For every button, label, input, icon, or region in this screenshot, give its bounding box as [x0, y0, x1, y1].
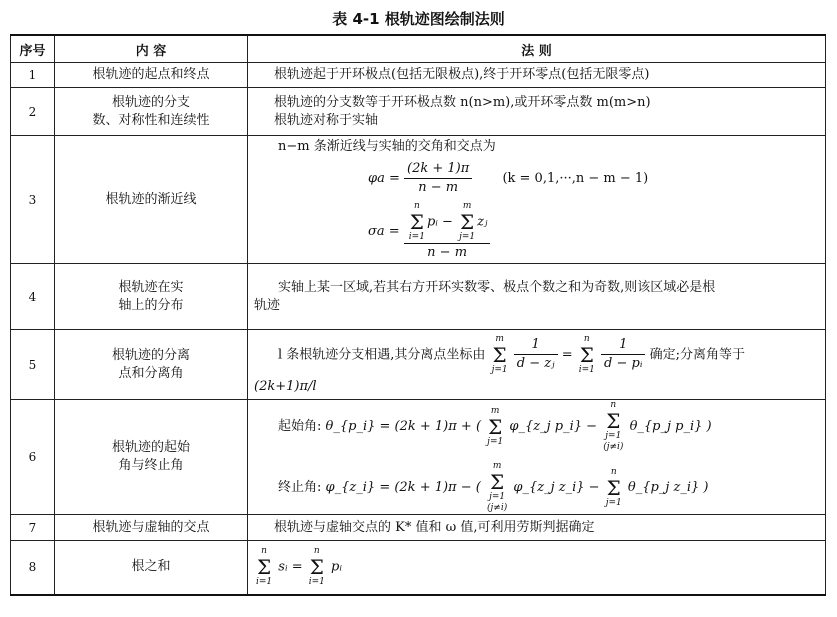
sigma-lhs: σa =: [368, 223, 400, 239]
row-number: 1: [11, 63, 55, 88]
row-number: 4: [11, 264, 55, 330]
asymptote-intro: n−m 条渐近线与实轴的交角和交点为: [278, 138, 496, 154]
row-content: [55, 400, 248, 515]
content-line-2: 轴上的分布: [118, 297, 184, 313]
table-row: [11, 515, 826, 541]
row-content: 根轨迹的起点和终点: [55, 63, 248, 88]
phi-denominator: n − m: [418, 179, 459, 195]
row-rule: [248, 400, 826, 515]
start-angle-lhs: θ_{p_i} = (2k + 1)π + (: [325, 419, 482, 434]
root-sum-formula: n Σ i=1 sᵢ = n Σ i=1 pᵢ: [248, 541, 826, 595]
row-rule: [248, 136, 826, 264]
rule-line-2: (2k+1)π/l: [254, 378, 317, 394]
row-rule: 根轨迹与虚轴交点的 K* 值和 ω 值,可利用劳斯判据确定: [248, 515, 826, 541]
end-angle-label: 终止角:: [278, 480, 322, 495]
row-rule: [248, 330, 826, 400]
table-row: [11, 63, 826, 88]
row-content: 根之和: [55, 541, 248, 595]
row-content: 根轨迹与虚轴的交点: [55, 515, 248, 541]
table-row: [11, 400, 826, 515]
equals-sign: =: [561, 347, 573, 362]
rule-line-1: 实轴上某一区域,若其右方开环实数零、极点个数之和为奇数,则该区域必是根: [278, 279, 716, 295]
sum-symbol: m Σ j=1 (j≠i): [486, 461, 508, 513]
rule-line-2: 轨迹: [254, 297, 281, 313]
rule-pre: l 条根轨迹分支相遇,其分离点坐标由: [278, 347, 486, 362]
content-line-1: 根轨迹的起始: [111, 440, 190, 455]
content-line-1: 根轨迹在实: [118, 279, 184, 295]
sum-symbol: n Σ i=1: [256, 546, 273, 588]
sum-symbol: n Σ j=1: [605, 466, 622, 508]
content-line-2: 点和分离角: [118, 365, 184, 381]
header-content: 内 容: [55, 35, 248, 63]
sum-symbol: n Σ i=1: [408, 200, 425, 242]
rule-line-2: 根轨迹对称于实轴: [274, 112, 379, 128]
end-angle-lhs: φ_{z_i} = (2k + 1)π − (: [325, 480, 481, 495]
header-num: 序号: [11, 35, 55, 63]
fraction-zero: $\frac{1}{\text{d − zⱼ}}$: [514, 336, 558, 373]
table-row: [11, 264, 826, 330]
row-rule: [248, 88, 826, 136]
content-line-2: 角与终止角: [118, 458, 184, 473]
sigma-formula: [278, 201, 819, 262]
table-row: [11, 541, 826, 595]
sum-symbol: n Σ i=1: [578, 333, 595, 375]
header-rule: 法 则: [248, 35, 826, 63]
table-row: [11, 330, 826, 400]
table-row: [11, 136, 826, 264]
sum-symbol: m Σ j=1: [487, 405, 504, 447]
sum-symbol: m Σ j=1: [491, 333, 508, 375]
row-content: [55, 330, 248, 400]
phi-formula: [278, 160, 819, 197]
sum-symbol: n Σ i=1: [308, 546, 325, 588]
content-line-1: 根轨迹的分支: [111, 94, 190, 110]
phi-lhs: φa =: [368, 170, 400, 186]
table-row: [11, 88, 826, 136]
sum-symbol: m Σ j=1: [459, 200, 476, 242]
row-content: 根轨迹的渐近线: [55, 136, 248, 264]
content-line-1: 根轨迹的分离: [111, 347, 190, 363]
sigma-fraction: [404, 201, 491, 262]
breakaway-formula: [254, 334, 819, 376]
row-content: [55, 88, 248, 136]
row-number: 3: [11, 136, 55, 264]
start-angle-label: 起始角:: [278, 419, 322, 434]
row-rule: 根轨迹起于开环极点(包括无限极点),终于开环零点(包括无限零点): [248, 63, 826, 88]
row-number: 5: [11, 330, 55, 400]
phi-fraction: [404, 160, 472, 197]
row-number: 7: [11, 515, 55, 541]
phi-condition: (k = 0,1,···,n − m − 1): [502, 170, 649, 186]
row-number: 2: [11, 88, 55, 136]
start-angle-formula: 起始角: θ_{p_i} = (2k + 1)π + ( m Σ j=1 φ_{z_j p_i} − n Σ j=1 (j≠i) θ_{p_j p_i} ): [278, 400, 712, 452]
rules-table: [10, 34, 826, 596]
content-line-2: 数、对称性和连续性: [92, 112, 210, 128]
rule-line-1: 根轨迹的分支数等于开环极点数 n(n>m),或开环零点数 m(m>n): [274, 94, 651, 110]
sigma-denominator: n − m: [427, 244, 468, 260]
table-caption: 表 4-1 根轨迹图绘制法则: [332, 10, 505, 28]
row-number: 8: [11, 541, 55, 595]
header-row: [11, 35, 826, 63]
rule-post: 确定;分离角等于: [649, 347, 745, 362]
row-number: 6: [11, 400, 55, 515]
row-rule: [248, 264, 826, 330]
phi-numerator: (2k + 1)π: [404, 160, 472, 179]
row-content: [55, 264, 248, 330]
end-angle-formula: 终止角: φ_{z_i} = (2k + 1)π − ( m Σ j=1 (j≠i) φ_{z_j z_i} − n Σ j=1 θ_{p_j z_i} ): [278, 461, 709, 513]
sum-symbol: n Σ j=1 (j≠i): [603, 400, 624, 452]
sigma-numerator: n Σ i=1 pᵢ − m Σ j=1 zⱼ: [404, 201, 491, 244]
fraction-pole: $\frac{1}{\text{d − pᵢ}}$: [601, 336, 645, 373]
